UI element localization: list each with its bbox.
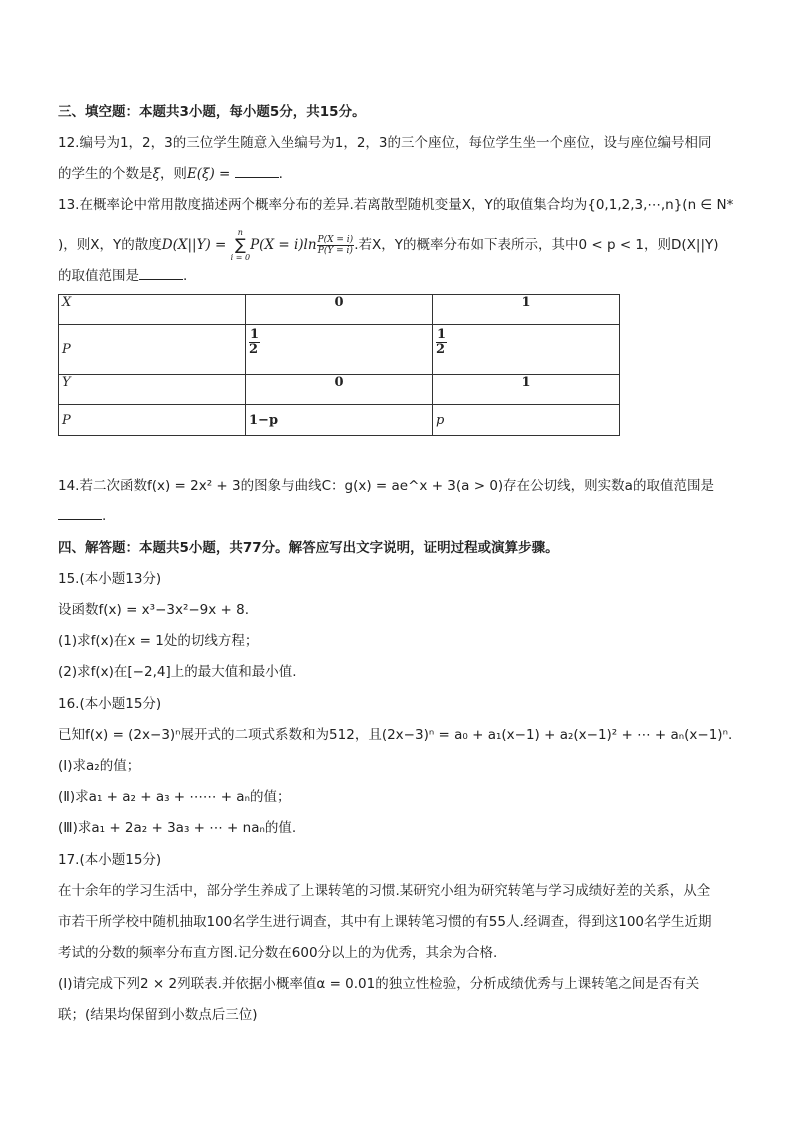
table-cell: 0 bbox=[246, 375, 433, 405]
frac-den: 2 bbox=[436, 342, 446, 357]
fraction-half bbox=[436, 328, 447, 357]
q12-line2-prefix: 的学生的个数是 bbox=[58, 166, 153, 182]
q14-line1: 14.若二次函数f(x) = 2x² + 3的图象与曲线C：g(x) = ae^x + 3(a > 0)存在公切线，则实数a的取值范围是 bbox=[58, 478, 714, 494]
q12-line2: 的学生的个数是ξ，则E(ξ) = . bbox=[58, 166, 283, 182]
q17-line3: 考试的分数的频率分布直方图.记分数在600分以上的为优秀，其余为合格. bbox=[58, 945, 498, 961]
q13-divergence: D(X||Y) bbox=[161, 237, 211, 253]
q15-part2: (2)求f(x)在[−2,4]上的最大值和最小值. bbox=[58, 664, 297, 680]
q12-line2-mid: ，则 bbox=[159, 166, 187, 182]
section4-title: 四、解答题：本题共5小题，共77分。解答应写出文字说明，证明过程或演算步骤。 bbox=[58, 540, 559, 556]
sum-symbol: ∑ bbox=[234, 235, 246, 254]
table-cell-label: X bbox=[59, 295, 246, 325]
frac-den: 2 bbox=[249, 342, 259, 357]
q12-line1: 12.编号为1，2，3的三位学生随意入坐编号为1，2，3的三个座位，每位学生坐一个座位，设与座位编号相同 bbox=[58, 135, 712, 151]
q13-line3-text: 的取值范围是 bbox=[58, 268, 139, 284]
q13-fraction bbox=[317, 235, 355, 256]
q17-line5: 联；(结果均保留到小数点后三位) bbox=[58, 1007, 258, 1023]
q12-expectation: E(ξ) bbox=[186, 166, 215, 182]
q15-stem: 设函数f(x) = x³−3x²−9x + 8. bbox=[58, 602, 250, 618]
table-cell: 1 bbox=[433, 295, 620, 325]
q13-line2 bbox=[58, 228, 736, 262]
table-row bbox=[59, 405, 620, 436]
table-cell bbox=[246, 325, 433, 375]
table-cell: 1−p bbox=[246, 405, 433, 436]
q14-line2: . bbox=[58, 506, 736, 526]
table-cell: 1 bbox=[433, 375, 620, 405]
q15-header: 15.(本小题13分) bbox=[58, 571, 162, 587]
probability-table bbox=[58, 294, 620, 436]
table-cell-label: P bbox=[59, 405, 246, 436]
sum-bottom: i = 0 bbox=[230, 253, 251, 262]
q14-answer-blank bbox=[58, 507, 102, 520]
q16-part1: (Ⅰ)求a₂的值； bbox=[58, 758, 141, 774]
table-row bbox=[59, 325, 620, 375]
table-cell-label: P bbox=[59, 325, 246, 375]
q13-answer-blank bbox=[139, 267, 183, 280]
q17-line4: (Ⅰ)请完成下列2 × 2列联表.并依据小概率值α = 0.01的独立性检验，分析成绩优秀与上课转笔之间是否有关 bbox=[58, 976, 700, 992]
table-row bbox=[59, 375, 620, 405]
sum-top: n bbox=[237, 228, 243, 237]
q17-line1: 在十余年的学习生活中，部分学生养成了上课转笔的习惯.某研究小组为研究转笔与学习成绩好差的关系，从全 bbox=[58, 883, 711, 899]
fraction-half bbox=[249, 328, 260, 357]
table-cell: 0 bbox=[246, 295, 433, 325]
q12-answer-blank bbox=[235, 165, 279, 178]
q16-stem: 已知f(x) = (2x−3)ⁿ展开式的二项式系数和为512，且(2x−3)ⁿ = a₀ + a₁(x−1) + a₂(x−1)² + ⋯ + aₙ(x−1)ⁿ. bbox=[58, 727, 733, 743]
q16-part3: (Ⅲ)求a₁ + 2a₂ + 3a₃ + ⋯ + naₙ的值. bbox=[58, 820, 297, 836]
q13-term: P(X = i)ln bbox=[250, 237, 317, 253]
q17-line2: 市若干所学校中随机抽取100名学生进行调查，其中有上课转笔习惯的有55人.经调查，得到这100名学生近期 bbox=[58, 914, 712, 930]
table-cell: p bbox=[433, 405, 620, 436]
q13-line1: 13.在概率论中常用散度描述两个概率分布的差异.若离散型随机变量X，Y的取值集合均为{0,1,2,3,⋯,n}(n ∈ N* bbox=[58, 197, 734, 213]
table-row bbox=[59, 295, 620, 325]
frac-num: 1 bbox=[250, 327, 260, 342]
q16-header: 16.(本小题15分) bbox=[58, 696, 162, 712]
q13-frac-num: P(X = i) bbox=[317, 234, 354, 245]
table-cell bbox=[433, 325, 620, 375]
sum-operator bbox=[231, 228, 250, 262]
q12-xi: ξ bbox=[152, 166, 160, 182]
frac-num: 1 bbox=[437, 327, 447, 342]
q16-part2: (Ⅱ)求a₁ + a₂ + a₃ + ⋯⋯ + aₙ的值； bbox=[58, 789, 291, 805]
q13-line3: 的取值范围是 . bbox=[58, 268, 188, 284]
section3-title: 三、填空题：本题共3小题，每小题5分，共15分。 bbox=[58, 104, 366, 120]
q13-line2-b: .若X，Y的概率分布如下表所示，其中0 < p < 1，则D(X||Y) bbox=[354, 237, 719, 253]
table-cell-label: Y bbox=[59, 375, 246, 405]
q13-eq: = bbox=[210, 237, 231, 253]
q15-part1: (1)求f(x)在x = 1处的切线方程； bbox=[58, 633, 259, 649]
q12-line2-suffix: = bbox=[214, 166, 235, 182]
q13-frac-den: P(Y = i) bbox=[317, 245, 353, 256]
q17-header: 17.(本小题15分) bbox=[58, 852, 162, 868]
q13-line2-a: )，则X，Y的散度 bbox=[58, 237, 162, 253]
